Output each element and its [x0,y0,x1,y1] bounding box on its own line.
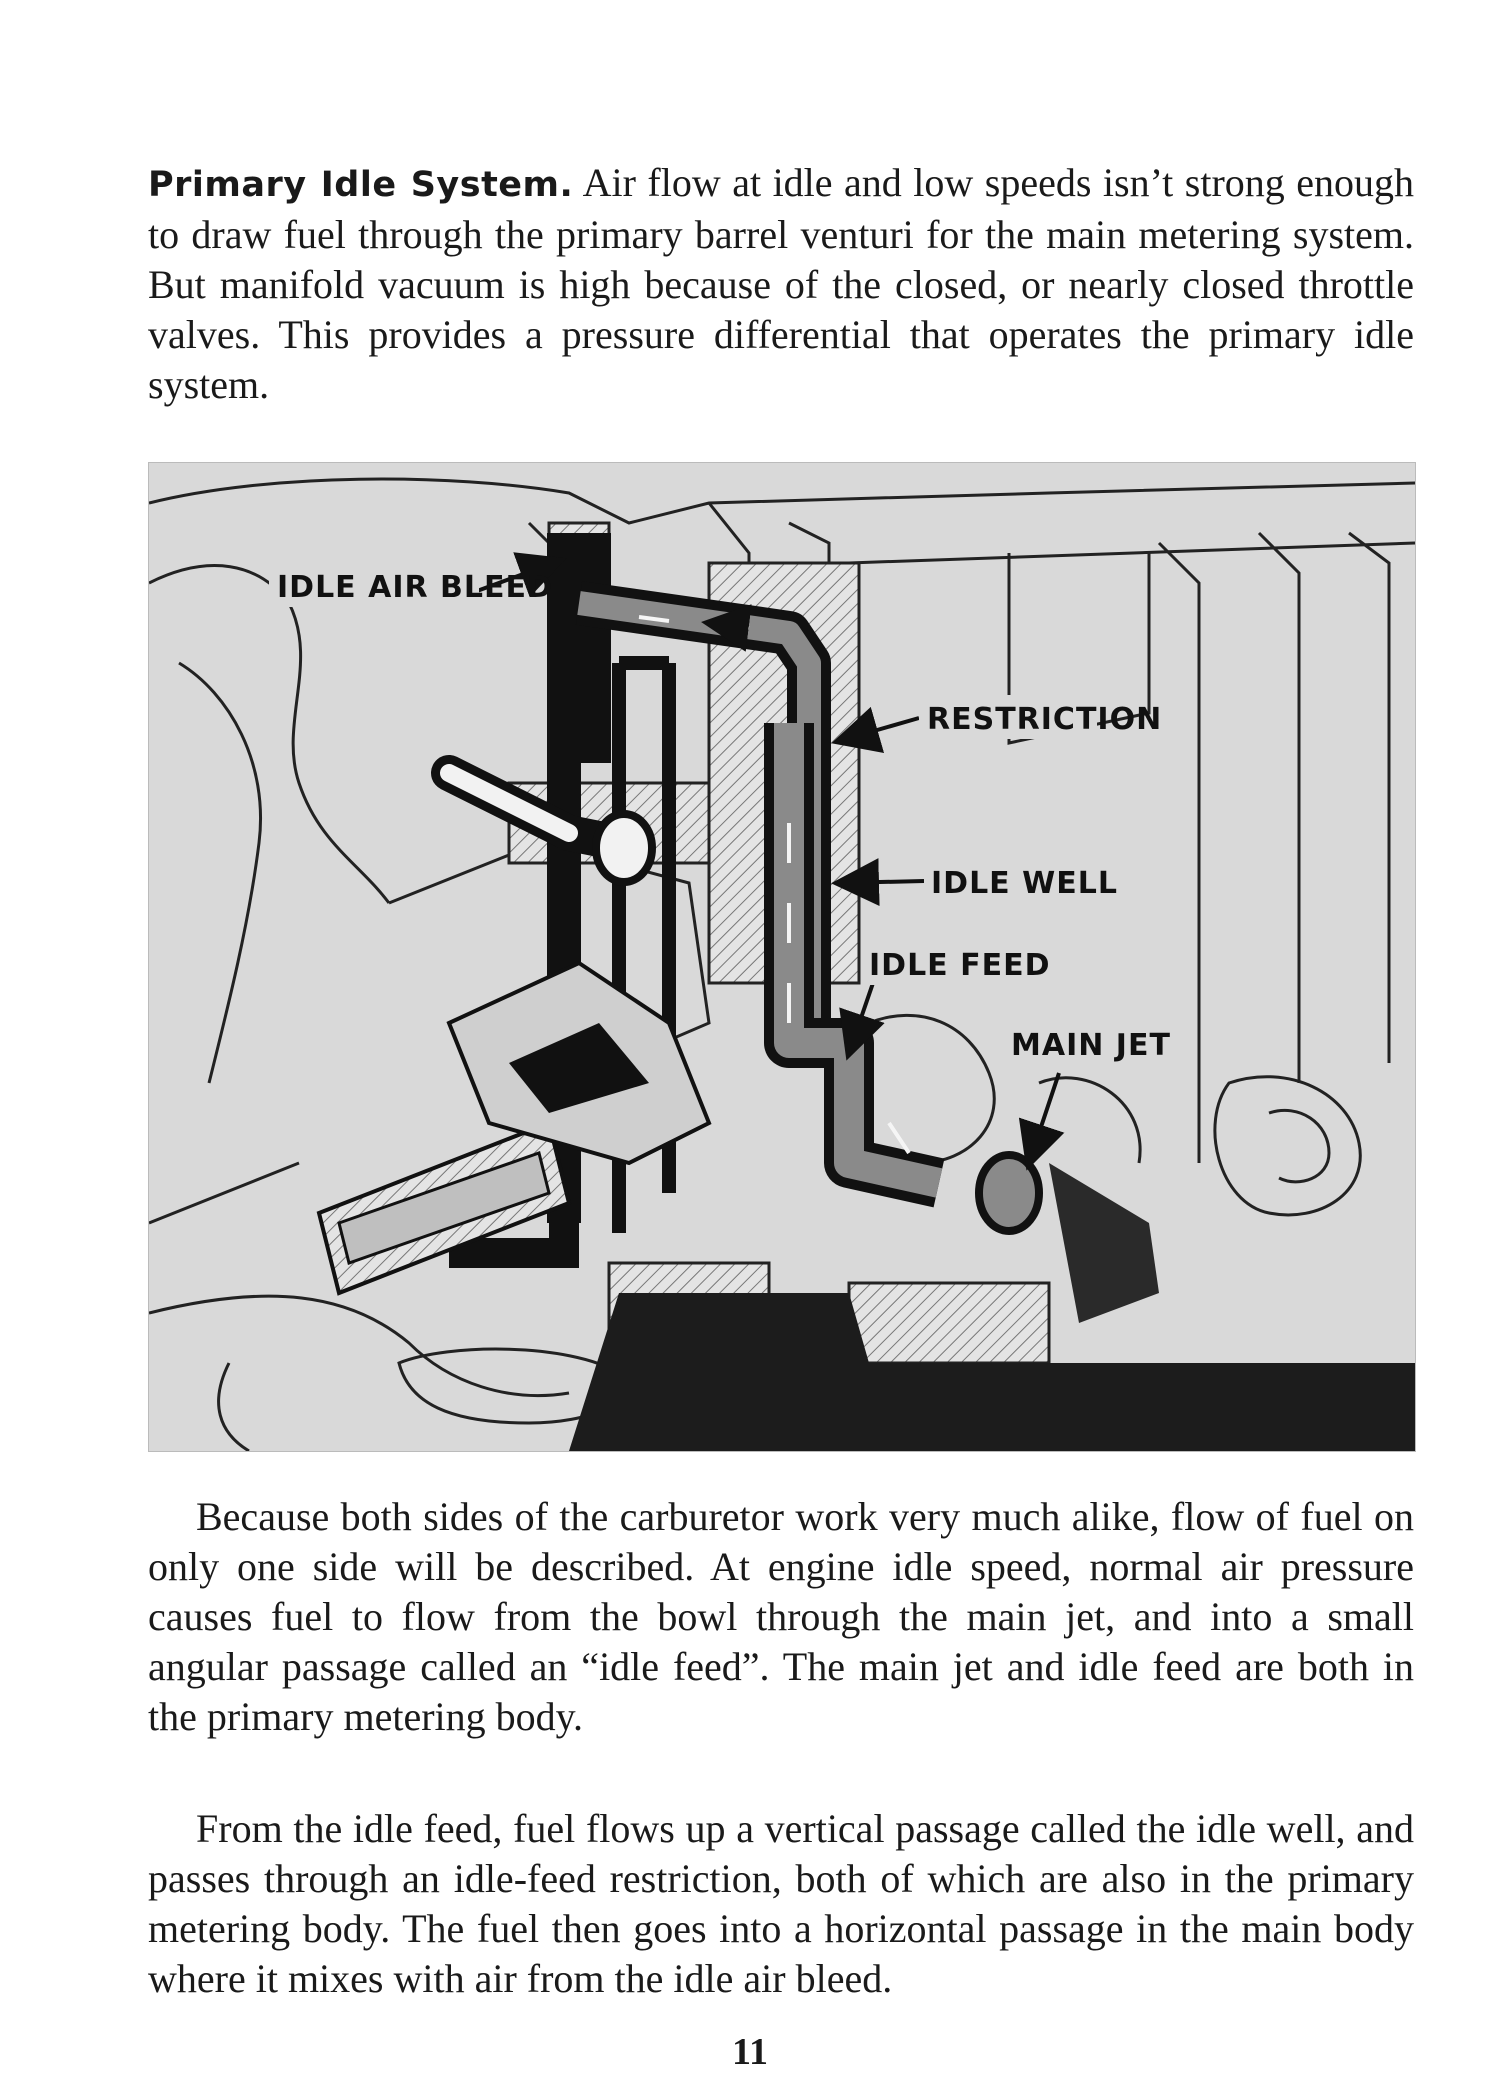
body-paragraph: From the idle feed, fuel flows up a vertical passage called the idle well, and passes through an idle-feed restriction, both of which are also in the primary metering body. The fuel then goes into a horizontal passage in the main body where it mixes with air from the idle air bleed. [148,1806,1414,2001]
label-idle-well: IDLE WELL [931,866,1118,901]
label-main-jet: MAIN JET [1011,1028,1171,1063]
carburetor-idle-system-figure [148,462,1416,1452]
label-idle-air-bleed: IDLE AIR BLEED [277,570,553,605]
label-restriction: RESTRICTION [927,702,1163,737]
label-idle-feed: IDLE FEED [869,948,1051,983]
intro-paragraph [148,158,1414,410]
intro-text: Air flow at idle and low speeds isn’t strong enough to draw fuel through the primary barrel venturi for the main metering system. But manifold vacuum is high because of the closed, or nearly closed throttle valves. This provides a pressure differential that operates the primary idle system. [148,160,1415,407]
section-heading: Primary Idle System. [148,165,574,205]
page-number: 11 [732,2031,768,2073]
body-paragraph: Because both sides of the carburetor work very much alike, flow of fuel on only one side will be described. At engine idle speed, normal air pressure causes fuel to flow from the bowl through the main jet, and into a small angular passage called an “idle feed”. The main jet and idle feed are both in the primary metering body. [148,1494,1414,1739]
